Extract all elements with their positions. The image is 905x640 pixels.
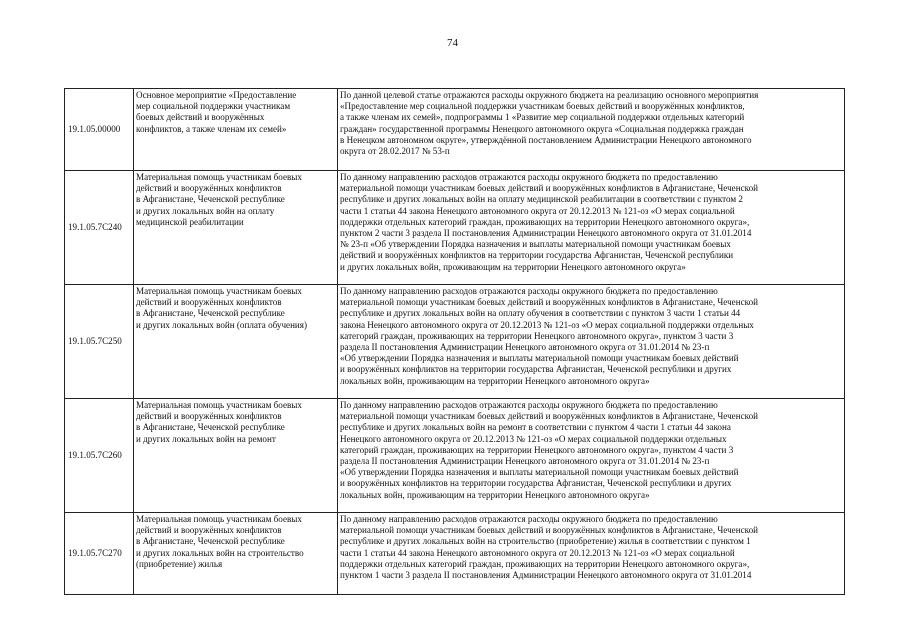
- table-row: [65, 171, 845, 285]
- table-row: [65, 399, 845, 513]
- expense-name: Материальная помощь участникам боевых действий и вооружённых конфликтов в Афганистане, Чеченской республике и других локальных войн на ремонт: [134, 399, 338, 513]
- table-row: [65, 89, 845, 171]
- expense-description: По данному направлению расходов отражаются расходы окружного бюджета по предоставлению материальной помощи участникам боевых действий и вооружённых конфликтов в Афганистане, Чеченской республике и других локальных войн на оплату медицинской реабилитации в соответствии с пунктом 2 части 1 статьи 44 закона Ненецкого автономного округа от 20.12.2013 № 121-оз «О мерах социальной поддержки отдельных категорий граждан, проживающих на территории Ненецкого автономного округа», пунктом 2 части 3 раздела II постановления Администрации Ненецкого автономного округа от 31.01.2014 № 23-п «Об утверждении Порядка назначения и выплаты материальной помощи участникам боевых действий и вооружённых конфликтов на территории государства Афганистан, Чеченской республики и других локальных войн, проживающим на территории Ненецкого автономного округа»: [338, 171, 845, 285]
- expense-name: Материальная помощь участникам боевых действий и вооружённых конфликтов в Афганистане, Чеченской республике и других локальных войн (оплата обучения): [134, 285, 338, 399]
- target-article-code: 19.1.05.00000: [65, 89, 134, 171]
- target-article-code: 19.1.05.7С260: [65, 399, 134, 513]
- expense-description: По данному направлению расходов отражаются расходы окружного бюджета по предоставлению материальной помощи участникам боевых действий и вооружённых конфликтов в Афганистане, Чеченской республике и других локальных войн на ремонт в соответствии с пунктом 4 части 1 статьи 44 закона Ненецкого автономного округа от 20.12.2013 № 121-оз «О мерах социальной поддержки отдельных категорий граждан, проживающих на территории Ненецкого автономного округа», пунктом 4 части 3 раздела II постановления Администрации Ненецкого автономного округа от 31.01.2014 № 23-п «Об утверждении Порядка назначения и выплаты материальной помощи участникам боевых действий и вооружённых конфликтов на территории государства Афганистан, Чеченской республики и других локальных войн, проживающим на территории Ненецкого автономного округа»: [338, 399, 845, 513]
- page-number: 74: [447, 37, 458, 49]
- target-article-code: 19.1.05.7С240: [65, 171, 134, 285]
- expense-name: Материальная помощь участникам боевых действий и вооружённых конфликтов в Афганистане, Чеченской республике и других локальных войн на оплату медицинской реабилитации: [134, 171, 338, 285]
- expense-name: Материальная помощь участникам боевых действий и вооружённых конфликтов в Афганистане, Чеченской республике и других локальных войн на строительство (приобретение) жилья: [134, 513, 338, 595]
- target-article-code: 19.1.05.7С270: [65, 513, 134, 595]
- target-article-code: 19.1.05.7С250: [65, 285, 134, 399]
- table-row: [65, 513, 845, 595]
- budget-classification-table: [64, 88, 845, 595]
- expense-description: По данному направлению расходов отражаются расходы окружного бюджета по предоставлению материальной помощи участникам боевых действий и вооружённых конфликтов в Афганистане, Чеченской республике и других локальных войн на строительство (приобретение) жилья в соответствии с пунктом 1 части 1 статьи 44 закона Ненецкого автономного округа от 20.12.2013 № 121-оз «О мерах социальной поддержки отдельных категорий граждан, проживающих на территории Ненецкого автономного округа», пунктом 1 части 3 раздела II постановления Администрации Ненецкого автономного округа от 31.01.2014: [338, 513, 845, 595]
- expense-name: Основное мероприятие «Предоставление мер социальной поддержки участникам боевых действий и вооружённых конфликтов, а также членам их семей»: [134, 89, 338, 171]
- expense-description: По данной целевой статье отражаются расходы окружного бюджета на реализацию основного мероприятия «Предоставление мер социальной поддержки участникам боевых действий и вооружённых конфликтов, а также членам их семей», подпрограммы 1 «Развитие мер социальной поддержки отдельных категорий граждан» государственной программы Ненецкого автономного округа «Социальная поддержка граждан в Ненецком автономном округе», утверждённой постановлением Администрации Ненецкого автономного округа от 28.02.2017 № 53-п: [338, 89, 845, 171]
- table-row: [65, 285, 845, 399]
- expense-description: По данному направлению расходов отражаются расходы окружного бюджета по предоставлению материальной помощи участникам боевых действий и вооружённых конфликтов в Афганистане, Чеченской республике и других локальных войн на оплату обучения в соответствии с пунктом 3 части 1 статьи 44 закона Ненецкого автономного округа от 20.12.2013 № 121-оз «О мерах социальной поддержки отдельных категорий граждан, проживающих на территории Ненецкого автономного округа», пунктом 3 части 3 раздела II постановления Администрации Ненецкого автономного округа от 31.01.2014 № 23-п «Об утверждении Порядка назначения и выплаты материальной помощи участникам боевых действий и вооружённых конфликтов на территории государства Афганистан, Чеченской республики и других локальных войн, проживающим на территории Ненецкого автономного округа»: [338, 285, 845, 399]
